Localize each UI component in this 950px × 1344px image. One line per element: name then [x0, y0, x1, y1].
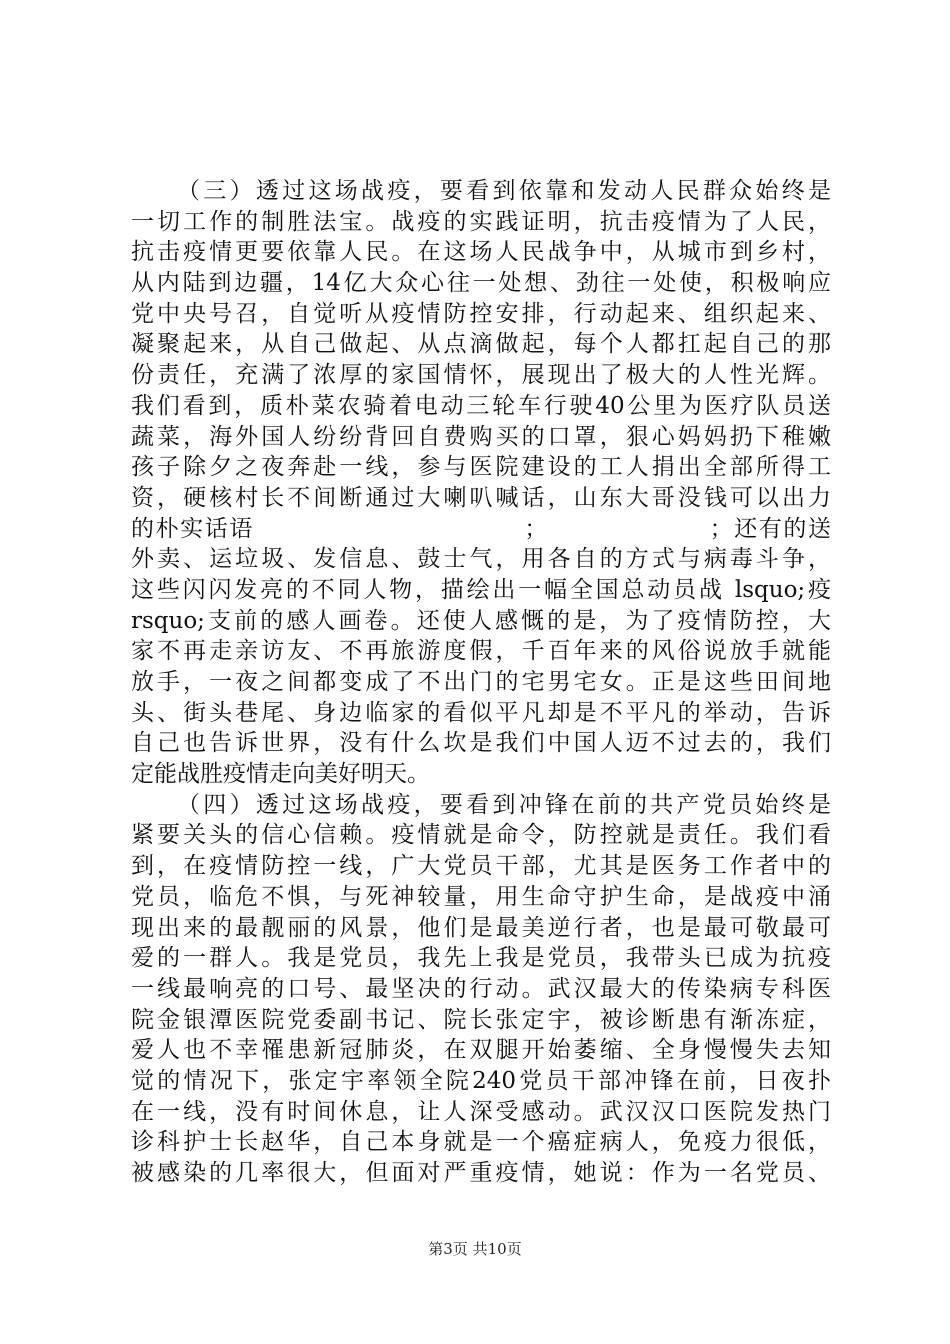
text-line: 自己也告诉世界，没有什么坎是我们中国人迈不过去的，我们 [131, 730, 831, 757]
text-line: 爱人也不幸罹患新冠肺炎，在双腿开始萎缩、全身慢慢失去知 [131, 1037, 831, 1064]
text-line: 家不再走亲访友、不再旅游度假，千百年来的风俗说放手就能 [131, 638, 831, 665]
text-line: 定能战胜疫情走向美好明天。 [131, 761, 430, 788]
text-line: 放手，一夜之间都变成了不出门的宅男宅女。正是这些田间地 [131, 669, 831, 695]
paragraph [131, 790, 831, 1189]
text-line: 从内陆到边疆，14亿大众心往一处想、劲往一处使，积极响应 [131, 270, 831, 297]
text-line: 院金银潭医院党委副书记、院长张定宇，被诊断患有渐冻症， [131, 1006, 831, 1033]
text-line: 在一线，没有时间休息，让人深受感动。武汉汉口医院发热门 [131, 1098, 831, 1125]
text-line: 的朴实话语 ； ；还有的送 [131, 515, 831, 542]
text-line: 头、街头巷尾、身边临家的看似平凡却是不平凡的举动，告诉 [131, 699, 831, 726]
text-line: 紧要关头的信心信赖。疫情就是命令，防控就是责任。我们看 [131, 822, 831, 849]
text-line: 党员，临危不惧，与死神较量，用生命守护生命，是战疫中涌 [131, 883, 831, 910]
text-line: 党中央号召，自觉听从疫情防控安排，行动起来、组织起来、 [131, 300, 831, 327]
text-line: （三）透过这场战疫，要看到依靠和发动人民群众始终是 [177, 178, 831, 204]
text-line: 一线最响亮的口号、最坚决的行动。武汉最大的传染病专科医 [131, 975, 831, 1002]
text-line: 被感染的几率很大，但面对严重疫情，她说：作为一名党员、 [131, 1160, 831, 1186]
text-line: 外卖、运垃圾、发信息、鼓士气，用各自的方式与病毒斗争， [131, 546, 831, 573]
text-line: 到，在疫情防控一线，广大党员干部，尤其是医务工作者中的 [131, 853, 831, 880]
page-footer: 第3页 共10页 [428, 1240, 522, 1258]
text-line: 爱的一群人。我是党员，我先上我是党员，我带头已成为抗疫 [131, 945, 831, 972]
paragraph [131, 176, 831, 790]
text-line: 一切工作的制胜法宝。战疫的实践证明，抗击疫情为了人民， [131, 208, 831, 235]
body-text [131, 176, 831, 1189]
text-line: 蔬菜，海外国人纷纷背回自费购买的口罩，狠心妈妈扔下稚嫩 [131, 423, 831, 450]
text-line: 这些闪闪发亮的不同人物，描绘出一幅全国总动员战 lsquo;疫 [131, 576, 831, 603]
text-line: 孩子除夕之夜奔赴一线，参与医院建设的工人捐出全部所得工 [131, 454, 831, 481]
text-line: 现出来的最靓丽的风景，他们是最美逆行者，也是最可敬最可 [131, 914, 831, 941]
text-line: 诊科护士长赵华，自己本身就是一个癌症病人，免疫力很低， [131, 1129, 831, 1156]
text-line: 凝聚起来，从自己做起、从点滴做起，每个人都扛起自己的那 [131, 331, 831, 358]
text-line: 抗击疫情更要依靠人民。在这场人民战争中，从城市到乡村， [131, 239, 831, 266]
text-line: 份责任，充满了浓厚的家国情怀，展现出了极大的人性光辉。 [131, 362, 831, 389]
text-line: 觉的情况下，张定宇率领全院240党员干部冲锋在前，日夜扑 [131, 1067, 831, 1094]
text-line: rsquo;支前的感人画卷。还使人感慨的是，为了疫情防控，大 [131, 607, 831, 634]
text-line: 资，硬核村长不间断通过大喇叭喊话，山东大哥没钱可以出力 [131, 484, 831, 511]
text-line: 我们看到，质朴菜农骑着电动三轮车行驶40公里为医疗队员送 [131, 392, 831, 419]
text-line: （四）透过这场战疫，要看到冲锋在前的共产党员始终是 [177, 791, 831, 818]
